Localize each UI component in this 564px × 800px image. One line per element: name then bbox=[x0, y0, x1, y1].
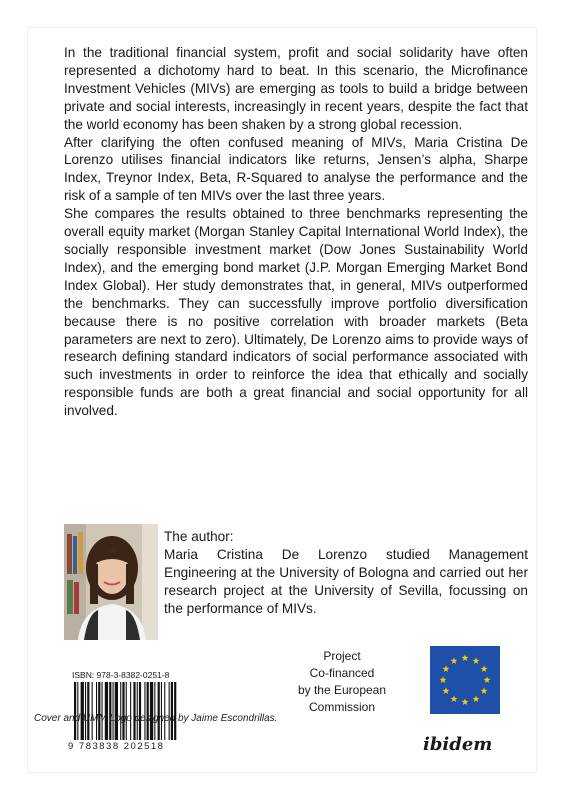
barcode-bar bbox=[87, 682, 89, 740]
barcode-bar bbox=[85, 682, 86, 740]
barcode-bar bbox=[144, 682, 145, 740]
isbn-label: ISBN: 978-3-8382-0251-8 bbox=[72, 670, 170, 680]
author-portrait-image bbox=[64, 524, 158, 640]
barcode-bar bbox=[139, 682, 141, 740]
barcode-bar bbox=[92, 682, 93, 740]
barcode-bar bbox=[133, 682, 135, 740]
barcode-digits: 9 783838 202518 bbox=[68, 741, 165, 752]
project-line-1: Project bbox=[323, 649, 361, 663]
eu-project-note bbox=[292, 648, 392, 716]
blurb-paragraph-1: In the traditional financial system, profit and social solidarity have often represented a dichotomy hard to beat. In this scenario, the Microfinance Investment Vehicles (MIVs) are emerging as tools to build a bridge between private and social interests, increasingly in recent years, despite the fact that the world economy has been shaken by a strong global recession. bbox=[64, 45, 528, 132]
barcode-bar bbox=[164, 682, 165, 740]
blurb-paragraph-2: After clarifying the often confused meaning of MIVs, Maria Cristina De Lorenzo utilises financial indicators like returns, Jensen’s alpha, Sharpe Index, Treynor Index, Beta, R-Squared to analyse the performance and the risk of a sample of ten MIVs over the last three years. bbox=[64, 134, 528, 204]
barcode-bar bbox=[98, 682, 100, 740]
project-line-4: Commission bbox=[308, 700, 375, 714]
barcode-bar bbox=[147, 682, 149, 740]
eu-flag-icon bbox=[430, 646, 500, 714]
cover-credit: Cover and UMM Logo designed by Jaime Escondrillas. bbox=[34, 713, 278, 724]
book-blurb bbox=[64, 44, 528, 420]
barcode-bar bbox=[77, 682, 78, 740]
project-line-3: by the European bbox=[297, 683, 387, 697]
barcode-bar bbox=[74, 682, 76, 740]
author-photo bbox=[64, 524, 158, 640]
barcode-image bbox=[72, 682, 212, 742]
barcode-bar bbox=[130, 682, 131, 740]
barcode-bar bbox=[105, 682, 108, 740]
author-info bbox=[164, 528, 528, 618]
barcode-bar bbox=[161, 682, 162, 740]
barcode-bar bbox=[137, 682, 138, 740]
back-cover-page bbox=[28, 28, 536, 772]
barcode-bar bbox=[150, 682, 153, 740]
author-bio: Maria Cristina De Lorenzo studied Management Engineering at the University of Bologna and carried out her research project at the University of Sevilla, focussing on the performance of MIVs. bbox=[164, 546, 528, 616]
project-line-2: Co-financed bbox=[309, 666, 375, 680]
barcode-bar bbox=[102, 682, 103, 740]
barcode-bar bbox=[126, 682, 127, 740]
barcode-bar bbox=[115, 682, 118, 740]
barcode-bar bbox=[109, 682, 111, 740]
barcode-bar bbox=[81, 682, 84, 740]
barcode-bar bbox=[154, 682, 155, 740]
barcode-bar bbox=[113, 682, 114, 740]
publisher-logo: ibidem bbox=[423, 734, 493, 755]
barcode-bar bbox=[174, 682, 176, 740]
barcode-bar bbox=[122, 682, 124, 740]
barcode-bar bbox=[171, 682, 173, 740]
blurb-paragraph-3: She compares the results obtained to three benchmarks representing the overall equity market (Morgan Stanley Capital International World Index), the socially responsible investment market (Dow Jones Sustainability World Index), and the emerging bond market (J.P. Morgan Emerging Market Bond Index Global). Her study demonstrates that, in general, MIVs outperformed the benchmarks. They can successfully improve portfolio diversification because there is no positive correlation with broader markets (Beta parameters are next to zero). Ultimately, De Lorenzo aims to provide ways of research defining standard indicators of social performance associated with such investments in order to reinforce the idea that ethically and socially responsible funds are both a great financial and social opportunity for all involved. bbox=[64, 206, 528, 419]
barcode-bar bbox=[169, 682, 170, 740]
barcode-bar bbox=[96, 682, 97, 740]
author-heading: The author: bbox=[164, 529, 234, 544]
barcode-bar bbox=[120, 682, 121, 740]
barcode-bar bbox=[158, 682, 160, 740]
